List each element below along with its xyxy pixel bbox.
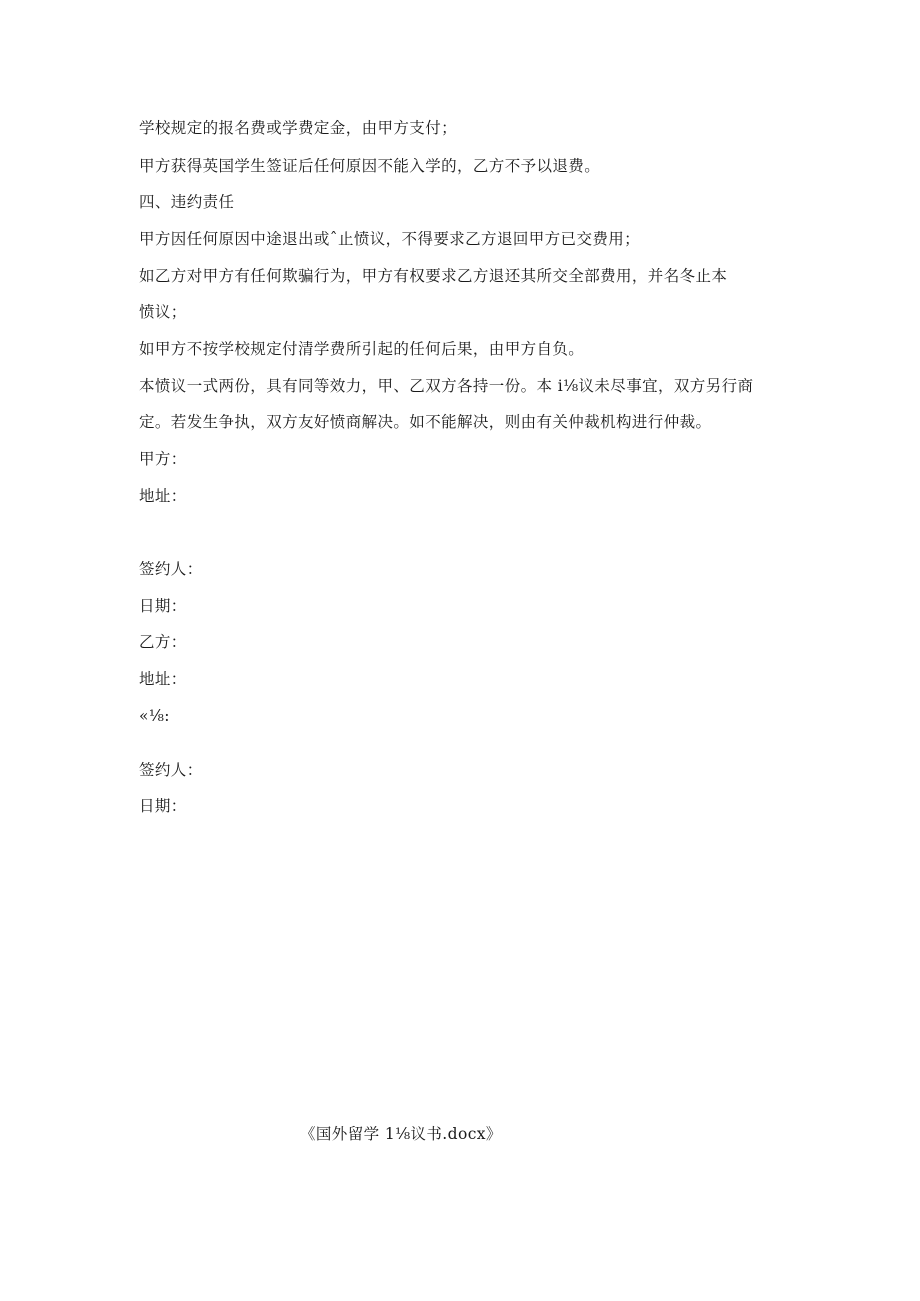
text-line: 学校规定的报名费或学费定金，由甲方支付；: [139, 119, 458, 137]
text-line: 如甲方不按学校规定付清学费所引起的任何后果，由甲方自负。: [139, 340, 585, 358]
text-line: 本愤议一式两份，具有同等效力，甲、乙双方各持一份。本 i⅛议未尽事宜，双方另行商: [139, 377, 754, 395]
party-b-signatory-label: 签约人：: [139, 761, 203, 779]
text-line: 愤议；: [139, 303, 187, 321]
text-line: 甲方获得英国学生签证后任何原因不能入学的，乙方不予以退费。: [139, 157, 601, 175]
party-b-label: 乙方：: [139, 633, 187, 651]
document-filename-footer: 《国外留学 1⅛议书.docx》: [300, 1125, 502, 1143]
party-b-date-label: 日期：: [139, 797, 187, 815]
text-line: 甲方因任何原因中途退出或ˆ止愤议，不得要求乙方退回甲方已交费用；: [139, 230, 641, 248]
party-a-date-label: 日期：: [139, 597, 187, 615]
text-line: 如乙方对甲方有任何欺骗行为，甲方有权要求乙方退还其所交全部费用，并名冬止本: [139, 267, 728, 285]
party-b-address-label: 地址：: [139, 670, 187, 688]
text-line: 定。若发生争执，双方友好愤商解决。如不能解决，则由有关仲裁机构进行仲裁。: [139, 413, 712, 431]
party-a-label: 甲方：: [139, 450, 187, 468]
party-b-phone-label: «⅛:: [139, 707, 170, 725]
party-a-address-label: 地址：: [139, 487, 187, 505]
party-a-signatory-label: 签约人：: [139, 560, 203, 578]
section-heading: 四、违约责任: [139, 193, 235, 211]
